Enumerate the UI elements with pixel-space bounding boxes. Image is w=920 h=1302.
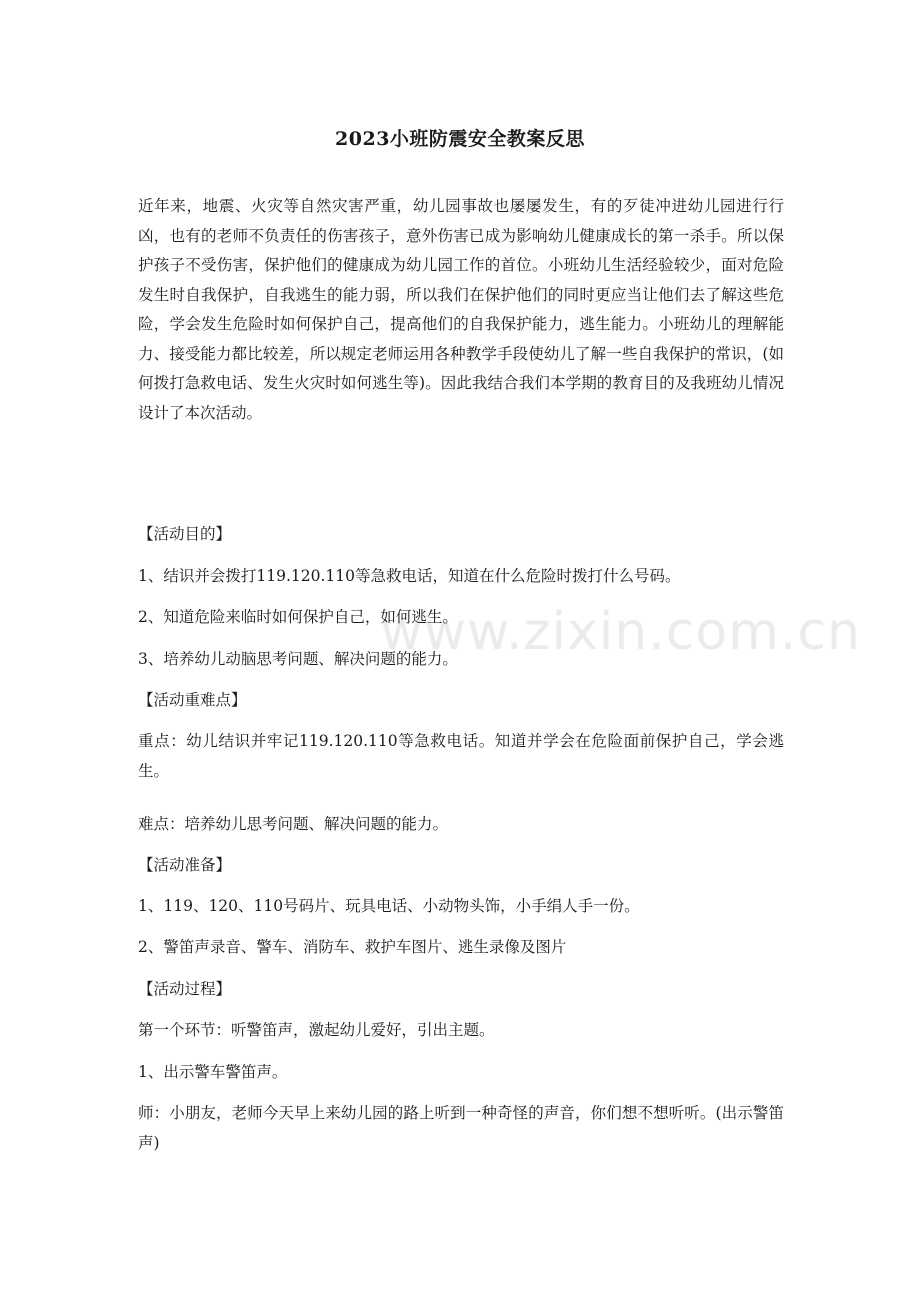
watermark: www.zixin.com.cn <box>380 602 861 662</box>
document-title: 2023小班防震安全教案反思 <box>335 128 585 150</box>
goal-item-1: 1、结识并会拨打119.120.110等急救电话，知道在什么危险时拨打什么号码。 <box>138 567 681 585</box>
process-heading: 【活动过程】 <box>138 980 232 998</box>
intro-paragraph: 近年来，地震、火灾等自然灾害严重，幼儿园事故也屡屡发生，有的歹徒冲进幼儿园进行行凶，也有的老师不负责任的伤害孩子，意外伤害已成为影响幼儿健康成长的第一杀手。所以保护孩子不受伤害，保护他们的健康成为幼儿园工作的首位。小班幼儿生活经验较少，面对危险发生时自我保护，自我逃生的能力弱，所以我们在保护他们的同时更应当让他们去了解这些危险，学会发生危险时如何保护自己，提高他们的自我保护能力，逃生能力。小班幼儿的理解能力、接受能力都比较差，所以规定老师运用各种教学手段使幼儿了解一些自我保护的常识，(如何拨打急救电话、发生火灾时如何逃生等)。因此我结合我们本学期的教育目的及我班幼儿情况设计了本次活动。 <box>138 197 784 422</box>
process-step-1: 第一个环节：听警笛声，激起幼儿爱好，引出主题。 <box>138 1021 495 1039</box>
goals-heading: 【活动目的】 <box>138 525 232 543</box>
goal-item-2: 2、知道危险来临时如何保护自己，如何逃生。 <box>138 608 458 626</box>
difficulty-text: 难点：培养幼儿思考问题、解决问题的能力。 <box>138 815 449 833</box>
key-points-heading: 【活动重难点】 <box>138 691 247 709</box>
prep-item-2: 2、警笛声录音、警车、消防车、救护车图片、逃生录像及图片 <box>138 938 567 956</box>
key-point-text: 重点：幼儿结识并牢记119.120.110等急救电话。知道并学会在危险面前保护自己，学会逃生。 <box>138 732 784 780</box>
teacher-line: 师：小朋友，老师今天早上来幼儿园的路上听到一种奇怪的声音，你们想不想听听。(出示警笛声) <box>138 1104 784 1152</box>
process-item-1: 1、出示警车警笛声。 <box>138 1063 288 1081</box>
goal-item-3: 3、培养幼儿动脑思考问题、解决问题的能力。 <box>138 650 458 668</box>
preparation-heading: 【活动准备】 <box>138 856 232 874</box>
prep-item-1: 1、119、120、110号码片、玩具电话、小动物头饰，小手绢人手一份。 <box>138 897 640 915</box>
